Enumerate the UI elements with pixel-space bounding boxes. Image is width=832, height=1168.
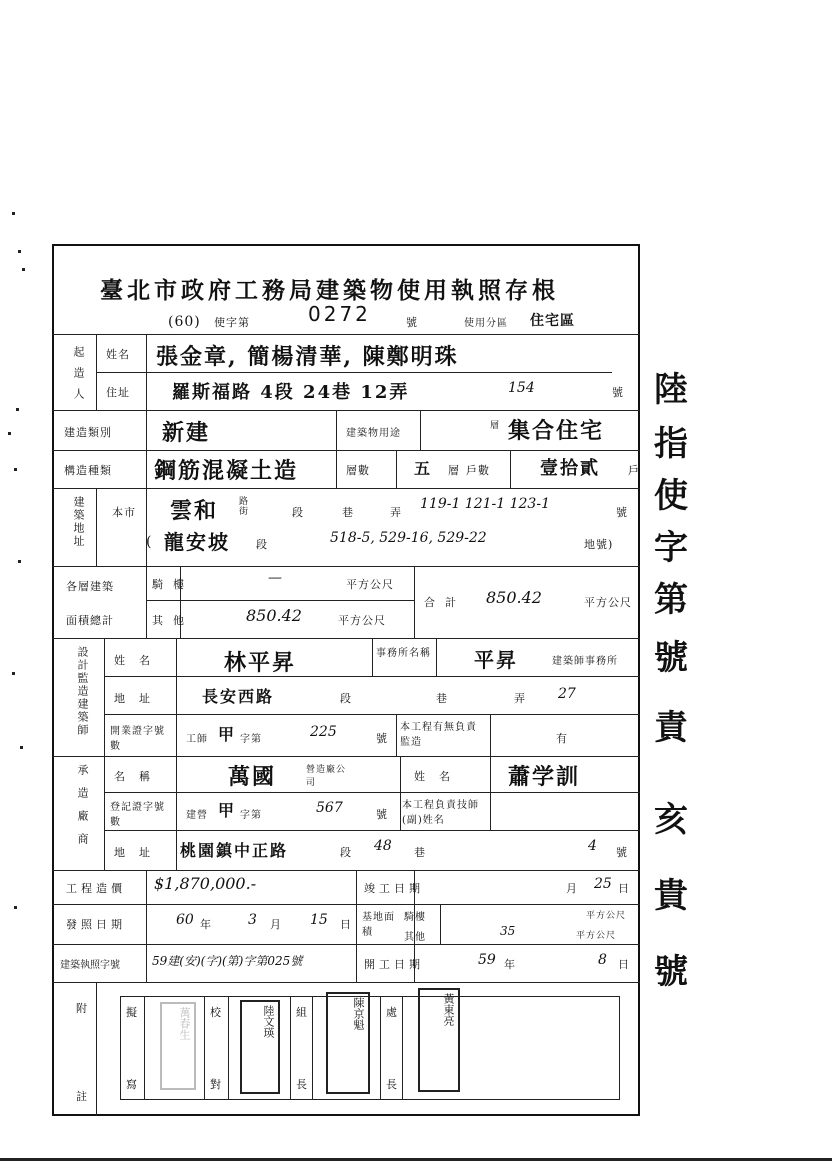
complete-day-unit: 日 (618, 882, 630, 895)
cost-label: 工程造價 (66, 882, 126, 895)
structure-label: 構造種類 (64, 464, 112, 477)
issue-year: 60 (176, 912, 194, 928)
applicant-name-value: 張金章, 簡楊清華, 陳鄭明珠 (156, 344, 459, 370)
total-unit: 平方公尺 (584, 596, 632, 609)
rule (104, 714, 640, 715)
rule (510, 450, 511, 488)
notes-col1b: 寫 (126, 1078, 138, 1091)
scan-speck (20, 746, 23, 749)
zone-value: 住宅區 (530, 313, 575, 329)
site-lot-prefix: ( (146, 534, 153, 550)
margin-char: 使 (654, 476, 688, 516)
margin-char: 亥 (654, 800, 688, 840)
architect-name-label: 姓名 (114, 654, 164, 667)
site-numbers-value: 119-1 121-1 123-1 (420, 496, 550, 512)
contractor-reg-label: 登記證字號數 (110, 802, 165, 828)
scan-speck (14, 468, 17, 471)
contractor-reg-grade: 甲 (218, 801, 237, 820)
notes-col3b: 長 (296, 1078, 308, 1091)
site-lane-unit: 巷 (342, 506, 354, 519)
contractor-reg-prefix: 建營 (186, 810, 208, 821)
cert-suffix: 號 (406, 316, 418, 329)
architect-address-label: 地址 (114, 692, 164, 705)
rule (400, 756, 401, 830)
rule (52, 904, 640, 905)
applicant-name-label: 姓名 (106, 348, 130, 361)
complete-label: 竣工日期 (364, 882, 424, 895)
issue-month-unit: 月 (270, 918, 282, 931)
area-label-2: 面積總計 (66, 614, 114, 627)
rule (414, 566, 415, 638)
architect-office-value: 平昇 (474, 648, 518, 672)
margin-char: 責 (654, 708, 688, 748)
architect-office-label: 事務所名稱 (376, 648, 431, 659)
category-value: 新建 (162, 420, 211, 446)
contractor-person-value: 蕭学訓 (508, 764, 581, 790)
rule (104, 792, 640, 793)
architect-address-lane: 巷 (436, 692, 448, 705)
applicant-address-value: 羅斯福路 4段 24巷 12弄 (172, 382, 410, 403)
stamp-section-chief: 陳京魁 (326, 992, 370, 1094)
contractor-engineer-label: 本工程負責技師(副)姓名 (402, 800, 479, 826)
households-label: 戶數 (466, 464, 490, 477)
contractor-reg-word: 字第 (240, 810, 262, 821)
rule (52, 450, 640, 451)
form-title: 臺北市政府工務局建築物使用執照存根 (100, 277, 559, 304)
scan-speck (18, 250, 21, 253)
permit-form (52, 244, 640, 1116)
margin-char: 第 (654, 580, 688, 620)
rule (96, 488, 97, 566)
contractor-address-value: 桃園鎮中正路 (180, 841, 289, 860)
architect-address-alley: 弄 (514, 692, 526, 705)
contractor-address-section: 段 (340, 846, 352, 859)
margin-char: 號 (654, 638, 688, 678)
margin-char: 號 (654, 952, 688, 992)
area-label-1: 各層建築 (66, 580, 114, 593)
floors-label: 層數 (346, 464, 370, 477)
rule (396, 450, 397, 488)
cert-prefix: 使字第 (214, 316, 250, 329)
scan-edge (0, 1158, 832, 1161)
architect-responsible-value: 有 (556, 732, 568, 745)
rule (420, 410, 421, 450)
issue-other-unit: 平方公尺 (576, 931, 617, 941)
permit-value: 59建(安)(字)(第)字第025號 (152, 954, 303, 968)
arcade-value: — (268, 570, 282, 586)
architect-address-section: 段 (340, 692, 352, 705)
complete-month-unit: 月 (566, 882, 578, 895)
rule (356, 870, 357, 982)
use-value: 集合住宅 (508, 418, 605, 444)
cert-year: (60) (168, 314, 201, 330)
rule (52, 638, 640, 639)
rule (52, 870, 640, 871)
contractor-group-label: 承造廠商 (76, 764, 89, 856)
structure-value: 鋼筋混凝土造 (154, 458, 299, 484)
households-unit: 戶 (628, 464, 640, 477)
site-lot-numbers: 518-5, 529-16, 529-22 (330, 530, 487, 546)
contractor-address-no: 48 (374, 838, 392, 854)
contractor-name-value: 萬國 (228, 764, 277, 790)
scan-speck (12, 672, 15, 675)
zone-label: 使用分區 (464, 318, 508, 329)
notes-col3: 組 (296, 1006, 308, 1019)
margin-char: 貴 (654, 876, 688, 916)
issue-day: 15 (310, 912, 328, 928)
households-value: 壹拾貳 (540, 458, 600, 479)
rule (176, 638, 177, 870)
contractor-reg-suffix: 號 (376, 808, 388, 821)
applicant-address-label: 住址 (106, 386, 130, 399)
issue-month: 3 (248, 912, 257, 928)
issue-arcade-label: 騎樓 (404, 912, 426, 923)
category-label: 建造類別 (64, 426, 112, 439)
contractor-person-label: 姓名 (414, 770, 464, 783)
site-lot-district: 龍安坡 (164, 530, 230, 554)
stamp-drafter: 萬春生 (160, 1002, 196, 1090)
other-label: 其他 (152, 614, 194, 627)
rule (204, 996, 205, 1100)
site-number-unit: 號 (616, 506, 628, 519)
rule (396, 714, 397, 756)
notes-col4b: 長 (386, 1078, 398, 1091)
scan-speck (8, 432, 11, 435)
rule (104, 676, 640, 677)
complete-day: 25 (594, 876, 612, 892)
contractor-name-suffix: 營造廠公司 (306, 765, 347, 788)
site-road-unit: 路街 (237, 496, 247, 516)
rule (336, 410, 337, 488)
rule (372, 638, 373, 676)
margin-char: 指 (654, 424, 688, 464)
architect-office-suffix: 建築師事務所 (552, 656, 618, 667)
other-value: 850.42 (246, 606, 302, 625)
margin-char: 字 (654, 528, 688, 568)
rule (146, 870, 147, 982)
scan-speck (18, 560, 21, 563)
rule (380, 996, 381, 1100)
site-lot-section-unit: 段 (256, 538, 268, 551)
rule (52, 488, 640, 489)
rule (144, 996, 145, 1100)
notes-col2: 校 (210, 1006, 222, 1019)
scan-speck (22, 268, 25, 271)
permit-label: 建築執照字號 (60, 960, 120, 971)
applicant-address-no-suffix: 號 (612, 386, 624, 399)
architect-license-no: 225 (310, 724, 337, 740)
scan-speck (12, 212, 15, 215)
issue-other-label: 其他 (404, 932, 426, 943)
start-label: 開工日期 (364, 958, 424, 971)
rule (146, 334, 147, 638)
rule (96, 982, 97, 1116)
applicant-address-no: 154 (508, 380, 535, 396)
contractor-address-no-suffix: 號 (616, 846, 628, 859)
contractor-address-lane: 巷 (414, 846, 426, 859)
floors-value: 五 (414, 459, 433, 478)
start-year-unit: 年 (504, 958, 516, 971)
architect-address-no: 27 (558, 686, 576, 702)
applicant-group-label: 起造人 (72, 346, 85, 409)
floors-unit: 層 (448, 464, 460, 477)
architect-license-grade: 甲 (218, 725, 237, 744)
notes-zhu: 註 (76, 1090, 88, 1103)
site-lot-suffix: 地號) (584, 538, 614, 551)
rule (228, 996, 229, 1100)
rule (104, 638, 105, 870)
issue-label: 發照日期 (66, 918, 126, 931)
arcade-label: 騎樓 (152, 578, 194, 591)
rule (490, 714, 491, 756)
issue-year-unit: 年 (200, 918, 212, 931)
margin-char: 陸 (654, 370, 688, 410)
rule (104, 830, 640, 831)
rule (52, 982, 640, 983)
notes-col4: 處 (386, 1006, 398, 1019)
rule (96, 372, 612, 373)
start-day-unit: 日 (618, 958, 630, 971)
use-label: 建築物用途 (346, 428, 401, 439)
architect-responsible-label: 本工程有無負責監造 (400, 722, 477, 748)
site-group-label: 建築地址 (72, 496, 85, 548)
architect-name-value: 林平昇 (224, 650, 297, 676)
notes-fu: 附 (76, 1002, 88, 1015)
architect-license-label: 開業證字號數 (110, 726, 165, 752)
notes-col2b: 對 (210, 1078, 222, 1091)
architect-license-suffix: 號 (376, 732, 388, 745)
rule (490, 756, 491, 830)
issue-other-value: 35 (500, 924, 516, 938)
other-unit: 平方公尺 (338, 614, 386, 627)
rule (402, 996, 403, 1100)
cost-value: $1,870,000.- (154, 874, 257, 893)
rule (440, 904, 441, 944)
base-area-label: 基地面積 (362, 912, 395, 938)
architect-license-prefix: 工師 (186, 734, 208, 745)
rule (146, 600, 414, 601)
stamp-director: 黃東亮 (418, 988, 460, 1092)
rule (96, 334, 97, 410)
rule (52, 944, 640, 945)
scan-speck (16, 408, 19, 411)
contractor-name-label: 名稱 (114, 770, 164, 783)
architect-license-word: 字第 (240, 734, 262, 745)
rule (52, 756, 640, 757)
site-city-label: 本市 (112, 506, 136, 519)
site-alley-unit: 弄 (390, 506, 402, 519)
contractor-reg-no: 567 (316, 800, 343, 816)
arcade-unit: 平方公尺 (346, 578, 394, 591)
rule (52, 334, 640, 335)
site-section-unit: 段 (292, 506, 304, 519)
total-value: 850.42 (486, 588, 542, 607)
architect-group-label: 設計監造建築師 (76, 646, 89, 737)
architect-address-value: 長安西路 (202, 687, 275, 706)
start-year: 59 (478, 952, 496, 968)
cert-number: 0272 (308, 302, 371, 326)
issue-day-unit: 日 (340, 918, 352, 931)
total-label: 合計 (424, 596, 466, 609)
stamp-checker: 陸文瑛 (240, 1000, 280, 1094)
issue-area-unit: 平方公尺 (586, 911, 627, 921)
rule (436, 638, 437, 676)
rule (52, 566, 640, 567)
scan-speck (14, 906, 17, 909)
notes-col1: 擬 (126, 1006, 138, 1019)
rule (52, 410, 640, 411)
start-day: 8 (598, 952, 607, 968)
contractor-address-label: 地址 (114, 846, 164, 859)
site-road-value: 雲和 (170, 498, 219, 524)
rule (312, 996, 313, 1100)
rule (290, 996, 291, 1100)
use-floor-label: 層 (490, 421, 501, 431)
contractor-address-no2: 4 (588, 838, 597, 854)
